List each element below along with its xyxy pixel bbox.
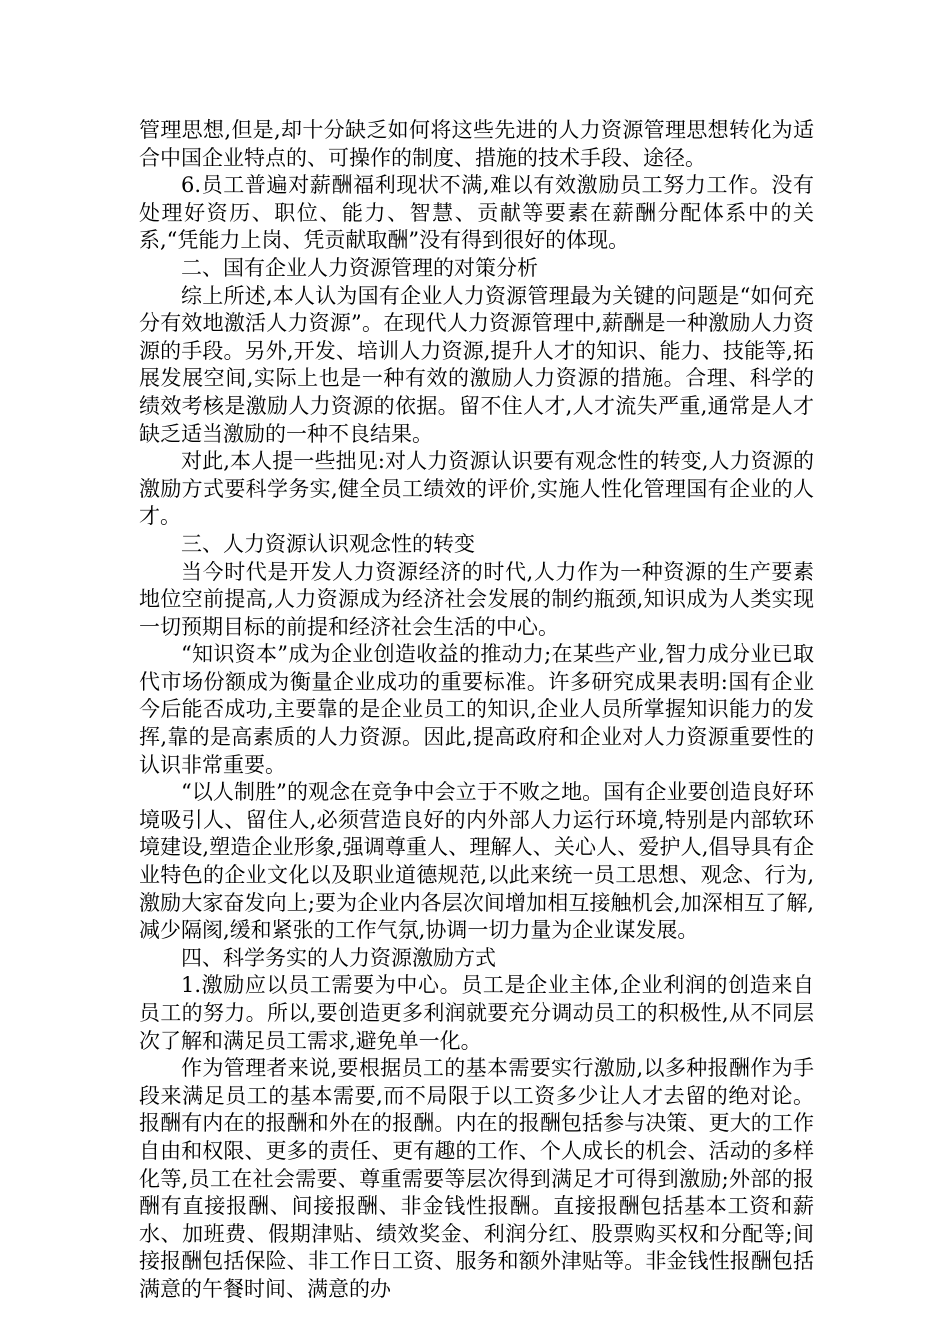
paragraph-summary: 综上所述,本人认为国有企业人力资源管理最为关键的问题是“如何充分有效地激活人力资源”。在现代人力资源管理中,薪酬是一种激励人力资源的手段。另外,开发、培训人力资源,提升人才的知识、能力、技能等,拓展发展空间,实际上也是一种有效的激励人力资源的措施。合理、科学的绩效考核是激励人力资源的依据。留不住人才,人才流失严重,通常是人才缺乏适当激励的一种不良结果。 bbox=[139, 283, 814, 446]
paragraph-item-1: 1.激励应以员工需要为中心。员工是企业主体,企业利润的创造来自员工的努力。所以,要创造更多利润就要充分调动员工的积极性,从不同层次了解和满足员工需求,避免单一化。 bbox=[139, 973, 814, 1053]
paragraph-item-6: 6.员工普遍对薪酬福利现状不满,难以有效激励员工努力工作。没有处理好资历、职位、能力、智慧、贡献等要素在薪酬分配体系中的关系,“凭能力上岗、凭贡献取酬”没有得到很好的体现。 bbox=[139, 173, 814, 253]
paragraph-era: 当今时代是开发人力资源经济的时代,人力作为一种资源的生产要素地位空前提高,人力资源成为经济社会发展的制约瓶颈,知识成为人类实现一切预期目标的前提和经济社会生活的中心。 bbox=[139, 559, 814, 639]
paragraph-manager: 作为管理者来说,要根据员工的基本需要实行激励,以多种报酬作为手段来满足员工的基本需要,而不局限于以工资多少让人才去留的绝对论。报酬有内在的报酬和外在的报酬。内在的报酬包括参与决策、更大的工作自由和权限、更多的责任、更有趣的工作、个人成长的机会、活动的多样化等,员工在社会需要、尊重需要等层次得到满足才可得到激励;外部的报酬有直接报酬、间接报酬、非金钱性报酬。直接报酬包括基本工资和薪水、加班费、假期津贴、绩效奖金、利润分红、股票购买权和分配等;间接报酬包括保险、非工作日工资、服务和额外津贴等。非金钱性报酬包括满意的午餐时间、满意的办 bbox=[139, 1056, 814, 1301]
paragraph-people-first: “以人制胜”的观念在竞争中会立于不败之地。国有企业要创造良好环境吸引人、留住人,必须营造良好的内外部人力运行环境,特别是内部软环境建设,塑造企业形象,强调尊重人、理解人、关心人、爱护人,倡导具有企业特色的企业文化以及职业道德规范,以此来统一员工思想、观念、行为,激励大家奋发向上;要为企业内各层次间增加相互接触机会,加深相互了解,减少隔阂,缓和紧张的工作气氛,协调一切力量为企业谋发展。 bbox=[139, 780, 814, 943]
section-heading-4: 四、科学务实的人力资源激励方式 bbox=[181, 945, 496, 970]
paragraph-opinion: 对此,本人提一些拙见:对人力资源认识要有观念性的转变,人力资源的激励方式要科学务实,健全员工绩效的评价,实施人性化管理国有企业的人才。 bbox=[139, 449, 814, 529]
document-body bbox=[139, 117, 814, 1304]
section-heading-3: 三、人力资源认识观念性的转变 bbox=[181, 531, 475, 556]
paragraph-continued: 管理思想,但是,却十分缺乏如何将这些先进的人力资源管理思想转化为适合中国企业特点的、可操作的制度、措施的技术手段、途径。 bbox=[139, 118, 814, 170]
section-heading-2: 二、国有企业人力资源管理的对策分析 bbox=[181, 255, 538, 280]
paragraph-knowledge-capital: “知识资本”成为企业创造收益的推动力;在某些产业,智力成分业已取代市场份额成为衡量企业成功的重要标准。许多研究成果表明:国有企业今后能否成功,主要靠的是企业员工的知识,企业人员所掌握知识能力的发挥,靠的是高素质的人力资源。因此,提高政府和企业对人力资源重要性的认识非常重要。 bbox=[139, 642, 814, 777]
